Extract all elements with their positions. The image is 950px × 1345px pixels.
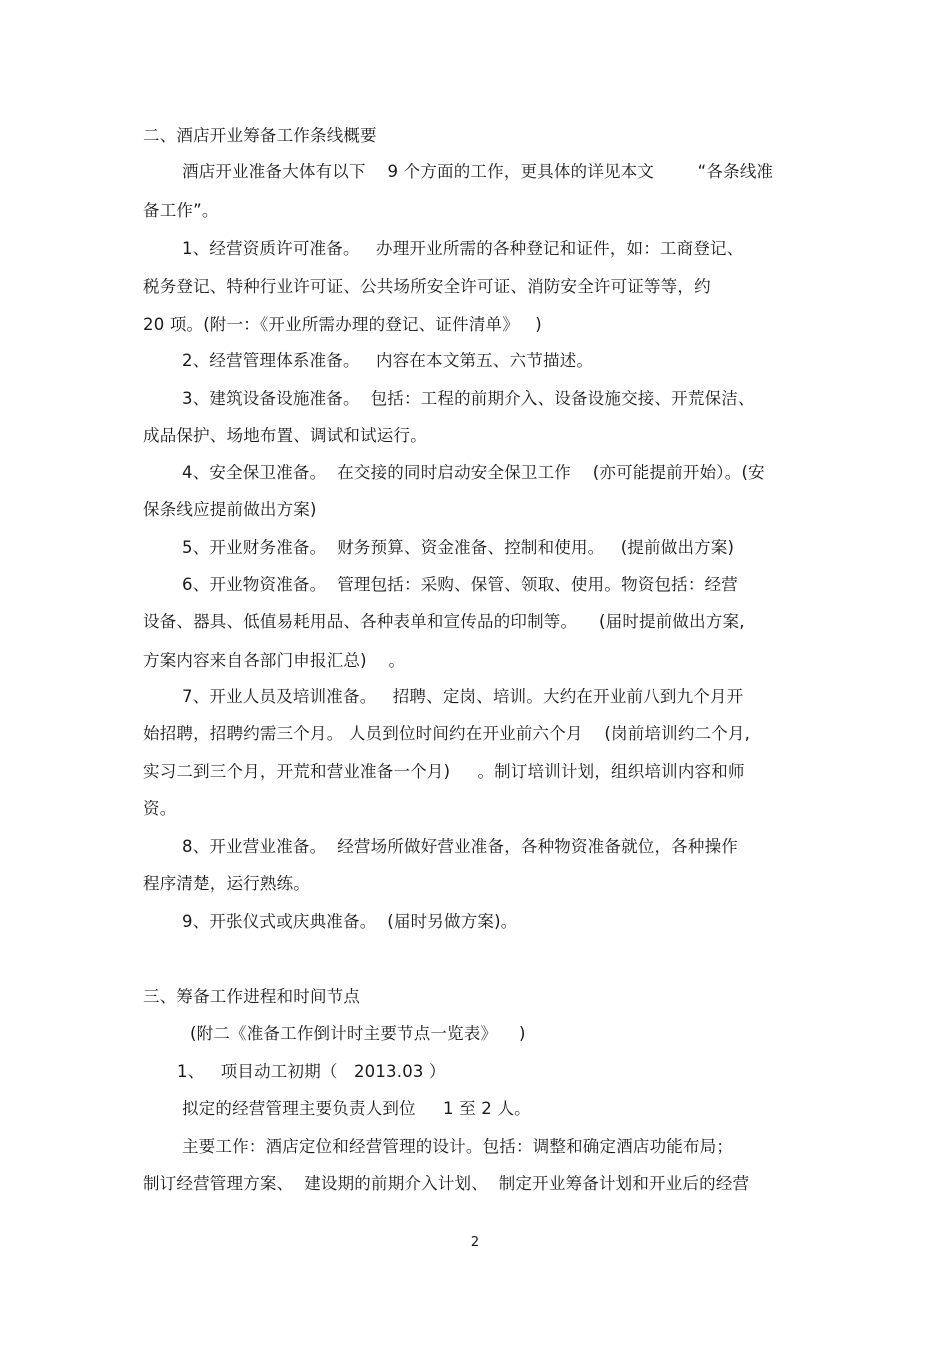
text-line: 4、安全保卫准备。 在交接的同时启动安全保卫工作 (亦可能提前开始）。(安 [182,463,765,482]
text-line: 5、开业财务准备。 财务预算、资金准备、控制和使用。 (提前做出方案) [182,538,735,557]
text-line: 1、经营资质许可准备。 办理开业所需的各种登记和证件，如：工商登记、 [182,239,744,258]
text-line: 8、开业营业准备。 经营场所做好营业准备，各种物资准备就位，各种操作 [182,837,738,856]
text-line: 2、经营管理体系准备。 内容在本文第五、六节描述。 [182,351,594,370]
text-line: 9、开张仪式或庆典准备。 (届时另做方案)。 [182,912,518,931]
text-line: 设备、器具、低值易耗用品、各种表单和宣传品的印制等。 (届时提前做出方案, [143,612,745,631]
section-heading-3: 三、筹备工作进程和时间节点 [143,987,361,1006]
text-line: 备工作”。 [143,201,219,220]
text-line: 资。 [143,799,177,818]
text-line: 税务登记、特种行业许可证、公共场所安全许可证、消防安全许可证等等，约 [143,277,711,296]
text-line: 3、建筑设备设施准备。 包括：工程的前期介入、设备设施交接、开荒保洁、 [182,389,755,408]
text-line: 保条线应提前做出方案) [143,500,317,519]
text-line: 实习二到三个月，开荒和营业准备一个月) 。制订培训计划，组织培训内容和师 [143,762,745,781]
text-line: 成品保护、场地布置、调试和试运行。 [143,426,427,445]
text-line: 20 项。(附一：《开业所需办理的登记、证件清单》 ) [143,315,542,334]
text-line: 主要工作：酒店定位和经营管理的设计。包括：调整和确定酒店功能布局； [182,1137,734,1156]
page-number: 2 [470,1235,480,1250]
text-line: 拟定的经营管理主要负责人到位 1 至 2 人。 [182,1099,531,1118]
text-line: 酒店开业准备大体有以下 9 个方面的工作，更具体的详见本文 “各条线准 [182,162,774,181]
text-line: 程序清楚，运行熟练。 [143,874,310,893]
text-line: 6、开业物资准备。 管理包括：采购、保管、领取、使用。物资包括：经营 [182,575,738,594]
text-line: 方案内容来自各部门申报汇总) 。 [143,651,406,670]
text-line: (附二《准备工作倒计时主要节点一览表》 ) [190,1024,526,1043]
text-line: 制订经营管理方案、 建设期的前期介入计划、 制定开业筹备计划和开业后的经营 [143,1174,750,1193]
text-line: 始招聘，招聘约需三个月。 人员到位时间约在开业前六个月 (岗前培训约二个月, [143,724,751,743]
text-line: 7、开业人员及培训准备。 招聘、定岗、培训。大约在开业前八到九个月开 [182,687,744,706]
section-heading-2: 二、酒店开业筹备工作条线概要 [143,126,377,145]
subsection-heading: 1、 项目动工初期（ 2013.03 ） [177,1062,446,1081]
